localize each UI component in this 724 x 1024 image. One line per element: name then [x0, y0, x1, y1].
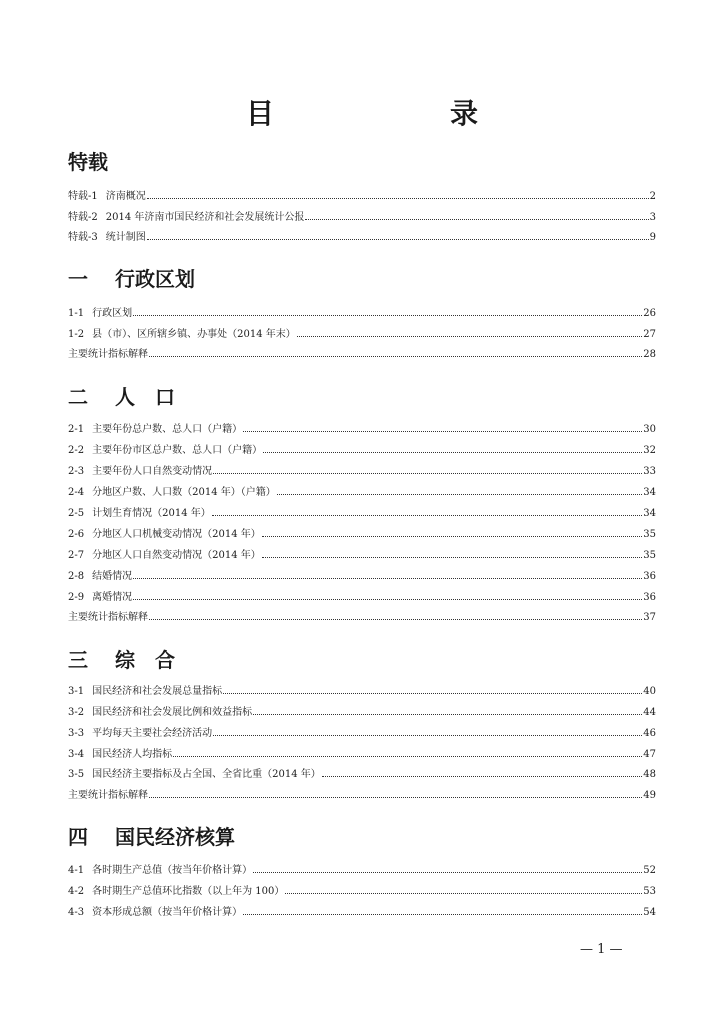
entry-code: 特载-2: [68, 212, 98, 223]
entry-code: 4-1: [68, 865, 85, 876]
toc-entry[interactable]: [68, 189, 656, 205]
entry-label: 国民经济人均指标: [92, 749, 173, 760]
dot-leader: [263, 452, 642, 453]
entry-code: 2-6: [68, 529, 85, 540]
dot-leader: [277, 494, 643, 495]
entry-page: 37: [643, 612, 656, 623]
toc-entry[interactable]: [68, 443, 656, 459]
toc-entry[interactable]: [68, 905, 656, 921]
toc-entry[interactable]: [68, 527, 656, 543]
toc-entry[interactable]: [68, 548, 656, 564]
entry-page: 47: [643, 749, 656, 760]
dot-leader: [262, 536, 643, 537]
dot-leader: [133, 578, 642, 579]
entry-label: 结婚情况: [92, 571, 133, 582]
dot-leader: [133, 599, 642, 600]
entry-label: 国民经济主要指标及占全国、全省比重（2014 年）: [92, 769, 321, 780]
dot-leader: [243, 914, 642, 915]
entry-page: 33: [643, 466, 656, 477]
entry-code: 4-3: [68, 907, 85, 918]
section-number: 四: [68, 825, 88, 849]
entry-page: 40: [643, 686, 656, 697]
section-heading-text: 特载: [68, 150, 108, 174]
entry-page: 9: [649, 232, 656, 243]
entry-code: 2-3: [68, 466, 85, 477]
toc-entry[interactable]: [68, 464, 656, 480]
entry-page: 48: [643, 769, 656, 780]
entry-page: 27: [643, 329, 656, 340]
entry-label: 2014 年济南市国民经济和社会发展统计公报: [105, 212, 305, 223]
entry-label: 各时期生产总值环比指数（以上年为 100）: [92, 886, 285, 897]
dot-leader: [262, 557, 643, 558]
entry-page: 36: [643, 571, 656, 582]
entry-page: 36: [643, 592, 656, 603]
entry-code: 1-2: [68, 329, 85, 340]
entry-code: 2-7: [68, 550, 85, 561]
section-number: 一: [68, 267, 88, 291]
entry-label: 离婚情况: [92, 592, 133, 603]
dot-leader: [322, 776, 643, 777]
entry-label: 计划生育情况（2014 年）: [92, 508, 211, 519]
entry-page: 49: [643, 790, 656, 801]
section-number: 二: [68, 385, 88, 409]
entry-label: 国民经济和社会发展总量指标: [92, 686, 223, 697]
entry-page: 52: [643, 865, 656, 876]
toc-entry[interactable]: [68, 485, 656, 501]
section-heading-national-accounts: [68, 821, 235, 850]
dot-leader: [285, 893, 642, 894]
entry-page: 35: [643, 550, 656, 561]
dot-leader: [253, 714, 642, 715]
section-heading-text: 国民经济核算: [114, 825, 235, 849]
toc-entry[interactable]: [68, 788, 656, 804]
entry-code: 2-5: [68, 508, 85, 519]
toc-entry[interactable]: [68, 306, 656, 322]
entry-code: 特载-1: [68, 191, 98, 202]
entry-page: 32: [643, 445, 656, 456]
entry-label: 主要统计指标解释: [68, 349, 148, 360]
entry-code: 3-4: [68, 749, 85, 760]
entry-page: 2: [649, 191, 656, 202]
entry-page: 34: [643, 508, 656, 519]
toc-entry[interactable]: [68, 705, 656, 721]
entry-label: 主要年份市区总户数、总人口（户籍）: [92, 445, 263, 456]
entry-label: 主要统计指标解释: [68, 612, 148, 623]
dot-leader: [149, 356, 642, 357]
entry-page: 30: [643, 424, 656, 435]
entry-page: 28: [643, 349, 656, 360]
toc-entry[interactable]: [68, 506, 656, 522]
toc-entry[interactable]: [68, 230, 656, 246]
toc-entry[interactable]: [68, 610, 656, 626]
toc-entry[interactable]: [68, 210, 656, 226]
entry-label: 分地区户数、人口数（2014 年）（户籍）: [92, 487, 276, 498]
entry-label: 行政区划: [92, 308, 133, 319]
entry-code: 2-8: [68, 571, 85, 582]
dot-leader: [149, 797, 642, 798]
dot-leader: [133, 315, 642, 316]
entry-label: 分地区人口机械变动情况（2014 年）: [92, 529, 261, 540]
entry-code: 特载-3: [68, 232, 98, 243]
entry-code: 3-5: [68, 769, 85, 780]
entry-label: 县（市）、区所辖乡镇、办事处（2014 年末）: [92, 329, 296, 340]
entry-code: 2-1: [68, 424, 85, 435]
dot-leader: [212, 515, 643, 516]
section-heading-text: 人 口: [114, 385, 175, 409]
entry-code: 2-4: [68, 487, 85, 498]
entry-label: 统计制图: [105, 232, 146, 243]
entry-code: 3-3: [68, 728, 85, 739]
entry-code: 2-9: [68, 592, 85, 603]
entry-label: 分地区人口自然变动情况（2014 年）: [92, 550, 261, 561]
dot-leader: [173, 756, 642, 757]
entry-page: 44: [643, 707, 656, 718]
dot-leader: [213, 735, 642, 736]
entry-label: 各时期生产总值（按当年价格计算）: [92, 865, 253, 876]
entry-page: 54: [643, 907, 656, 918]
entry-label: 资本形成总额（按当年价格计算）: [92, 907, 243, 918]
section-heading-text: 行政区划: [114, 267, 195, 291]
entry-page: 46: [643, 728, 656, 739]
section-heading-special: [68, 146, 108, 175]
entry-code: 3-2: [68, 707, 85, 718]
entry-code: 2-2: [68, 445, 85, 456]
dot-leader: [297, 336, 643, 337]
entry-label: 平均每天主要社会经济活动: [92, 728, 213, 739]
toc-entry[interactable]: [68, 863, 656, 879]
page-number-footer: — 1 —: [580, 942, 623, 957]
entry-page: 53: [643, 886, 656, 897]
dot-leader: [147, 198, 649, 199]
dot-leader: [147, 239, 649, 240]
dot-leader: [243, 431, 642, 432]
section-heading-general: [68, 644, 175, 673]
dot-leader: [305, 219, 648, 220]
toc-entry[interactable]: [68, 590, 656, 606]
entry-code: 1-1: [68, 308, 85, 319]
section-number: 三: [68, 648, 88, 672]
entry-label: 国民经济和社会发展比例和效益指标: [92, 707, 253, 718]
entry-page: 26: [643, 308, 656, 319]
entry-page: 3: [649, 212, 656, 223]
toc-entry[interactable]: [68, 767, 656, 783]
toc-entry[interactable]: [68, 569, 656, 585]
entry-label: 主要年份人口自然变动情况: [92, 466, 213, 477]
entry-code: 4-2: [68, 886, 85, 897]
page-title: 目 录: [245, 97, 518, 130]
section-heading-text: 综 合: [114, 648, 175, 672]
toc-entry[interactable]: [68, 884, 656, 900]
section-heading-admin: [68, 263, 195, 292]
entry-code: 3-1: [68, 686, 85, 697]
entry-page: 34: [643, 487, 656, 498]
entry-label: 主要统计指标解释: [68, 790, 148, 801]
toc-entry[interactable]: [68, 422, 656, 438]
toc-entry[interactable]: [68, 347, 656, 363]
dot-leader: [223, 693, 642, 694]
toc-entry[interactable]: [68, 747, 656, 763]
section-heading-population: [68, 381, 175, 410]
entry-label: 济南概况: [105, 191, 146, 202]
toc-entry[interactable]: [68, 327, 656, 343]
dot-leader: [149, 619, 642, 620]
entry-label: 主要年份总户数、总人口（户籍）: [92, 424, 243, 435]
dot-leader: [213, 473, 642, 474]
dot-leader: [253, 872, 642, 873]
toc-entry[interactable]: [68, 684, 656, 700]
entry-page: 35: [643, 529, 656, 540]
toc-entry[interactable]: [68, 726, 656, 742]
